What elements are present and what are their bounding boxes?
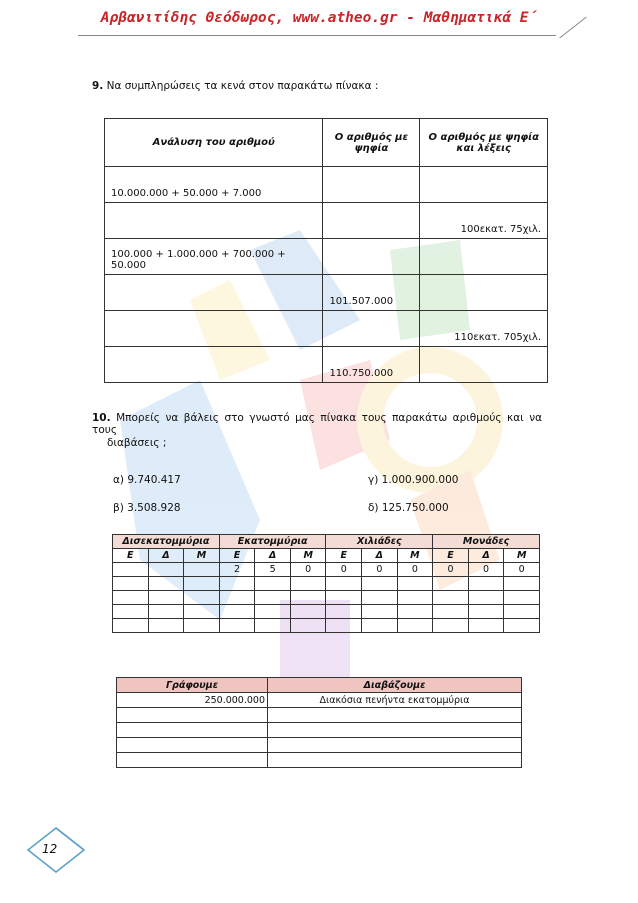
- table-cell: [362, 605, 398, 619]
- table-cell: [219, 605, 255, 619]
- table-cell: [323, 203, 420, 239]
- table-cell: [255, 577, 291, 591]
- table-cell: [117, 708, 268, 723]
- table-cell: [113, 591, 149, 605]
- table-cell: [219, 577, 255, 591]
- table-cell: [504, 605, 540, 619]
- table-cell: [148, 591, 184, 605]
- place-subheader-row: [113, 549, 540, 563]
- table-cell: [184, 605, 220, 619]
- table-cell: [397, 605, 433, 619]
- table-cell: [268, 753, 522, 768]
- group-units: Μονάδες: [433, 535, 540, 549]
- table-row: [105, 239, 548, 275]
- table-cell: [290, 591, 326, 605]
- table-cell: [433, 605, 469, 619]
- place-label: Δ: [468, 549, 504, 563]
- table-cell: 100εκατ. 75χιλ.: [420, 203, 548, 239]
- table-row: [105, 167, 548, 203]
- exercise-9-text: Να συμπληρώσεις τα κενά στον παρακάτω πίνακα :: [106, 80, 379, 92]
- table-cell: [397, 619, 433, 633]
- table-cell: [117, 723, 268, 738]
- place-label: Ε: [433, 549, 469, 563]
- decomposition-table: [104, 118, 548, 383]
- table-cell: 0: [326, 563, 362, 577]
- place-label: Μ: [504, 549, 540, 563]
- table-cell: [255, 619, 291, 633]
- table-cell: [326, 619, 362, 633]
- table-cell: [148, 605, 184, 619]
- table-cell: [148, 563, 184, 577]
- table-cell: [255, 591, 291, 605]
- exercise-9-number: 9.: [92, 80, 104, 92]
- place-value-table: [112, 534, 540, 633]
- table-row: [117, 738, 522, 753]
- table-row: [105, 347, 548, 383]
- table-cell: [117, 753, 268, 768]
- table-row: [105, 203, 548, 239]
- table-cell: 5: [255, 563, 291, 577]
- table-cell: [420, 347, 548, 383]
- write-read-table: [116, 677, 522, 768]
- place-label: Δ: [255, 549, 291, 563]
- table-cell: [184, 619, 220, 633]
- col-header-decomposition: Ανάλυση του αριθμού: [105, 119, 323, 167]
- table-cell: [117, 738, 268, 753]
- number-item-b: β) 3.508.928: [113, 502, 181, 514]
- table-cell: [323, 311, 420, 347]
- group-thousands: Χιλιάδες: [326, 535, 433, 549]
- place-label: Ε: [326, 549, 362, 563]
- table-cell: [397, 591, 433, 605]
- table-cell: [323, 167, 420, 203]
- table-cell: [468, 577, 504, 591]
- table-cell: [268, 738, 522, 753]
- table-cell: [397, 577, 433, 591]
- table-cell: [255, 605, 291, 619]
- header-divider: [78, 35, 556, 36]
- table-cell: 10.000.000 + 50.000 + 7.000: [105, 167, 323, 203]
- place-label: Μ: [397, 549, 433, 563]
- table-cell: [105, 347, 323, 383]
- table-cell: [468, 591, 504, 605]
- table-row: [113, 577, 540, 591]
- table-cell: [433, 619, 469, 633]
- table-cell: [433, 591, 469, 605]
- table-row: [117, 753, 522, 768]
- group-billions: Δισεκατομμύρια: [113, 535, 220, 549]
- table-cell: [148, 577, 184, 591]
- table-cell: [504, 577, 540, 591]
- number-item-d: δ) 125.750.000: [368, 502, 449, 514]
- table-cell: [219, 619, 255, 633]
- table-cell: [105, 203, 323, 239]
- table-cell: 0: [433, 563, 469, 577]
- exercise-10-text-line1: Μπορείς να βάλεις στο γνωστό μας πίνακα τους παρακάτω αριθμούς και να τους: [92, 412, 542, 436]
- exercise-10-instruction: [92, 412, 542, 436]
- table-row: [117, 693, 522, 708]
- table-cell: 0: [504, 563, 540, 577]
- page-number: 12: [42, 842, 58, 856]
- table-cell: [468, 605, 504, 619]
- table-cell: [504, 619, 540, 633]
- table-cell: 0: [290, 563, 326, 577]
- table-row: [105, 311, 548, 347]
- col-header-write: Γράφουμε: [117, 678, 268, 693]
- table-cell: [184, 591, 220, 605]
- table-cell: [290, 605, 326, 619]
- table-row: [113, 591, 540, 605]
- place-label: Μ: [184, 549, 220, 563]
- table-row: [113, 563, 540, 577]
- table-cell: [105, 311, 323, 347]
- table-cell: [268, 708, 522, 723]
- exercise-10-number: 10.: [92, 412, 111, 424]
- table-row: [105, 275, 548, 311]
- table-cell: [420, 275, 548, 311]
- table-cell: [148, 619, 184, 633]
- table-cell: [468, 619, 504, 633]
- table-cell: [290, 577, 326, 591]
- exercise-9-instruction: [92, 80, 378, 92]
- table-cell: [113, 563, 149, 577]
- table-cell: 250.000.000: [117, 693, 268, 708]
- number-item-a: α) 9.740.417: [113, 474, 181, 486]
- table-row: [117, 708, 522, 723]
- table-cell: [184, 577, 220, 591]
- table-cell: 100.000 + 1.000.000 + 700.000 + 50.000: [105, 239, 323, 275]
- table-cell: [323, 239, 420, 275]
- col-header-read: Διαβάζουμε: [268, 678, 522, 693]
- table-cell: 0: [362, 563, 398, 577]
- table-cell: [326, 591, 362, 605]
- table-cell: [184, 563, 220, 577]
- table-cell: [433, 577, 469, 591]
- table-cell: [326, 605, 362, 619]
- table-cell: [420, 239, 548, 275]
- table-cell: 110.750.000: [323, 347, 420, 383]
- table-row: [113, 619, 540, 633]
- table-cell: [105, 275, 323, 311]
- table-cell: [268, 723, 522, 738]
- place-label: Ε: [219, 549, 255, 563]
- table-cell: 101.507.000: [323, 275, 420, 311]
- table-cell: 0: [468, 563, 504, 577]
- table-cell: [219, 591, 255, 605]
- table-cell: Διακόσια πενήντα εκατομμύρια: [268, 693, 522, 708]
- table-cell: [362, 619, 398, 633]
- table-cell: 0: [397, 563, 433, 577]
- table-cell: [290, 619, 326, 633]
- col-header-digits: Ο αριθμός με ψηφία: [323, 119, 420, 167]
- table-cell: [362, 591, 398, 605]
- table-cell: [113, 605, 149, 619]
- table-cell: [504, 591, 540, 605]
- place-label: Μ: [290, 549, 326, 563]
- table-cell: [362, 577, 398, 591]
- group-millions: Εκατομμύρια: [219, 535, 326, 549]
- exercise-10-text-line2: διαβάσεις ;: [107, 437, 167, 449]
- col-header-digits-words: Ο αριθμός με ψηφία και λέξεις: [420, 119, 548, 167]
- table-cell: 110εκατ. 705χιλ.: [420, 311, 548, 347]
- table-cell: [113, 577, 149, 591]
- place-label: Ε: [113, 549, 149, 563]
- table-row: [117, 723, 522, 738]
- number-item-c: γ) 1.000.900.000: [368, 474, 459, 486]
- page-header: Αρβανιτίδης Θεόδωρος, www.atheo.gr - Μαθηματικά Ε΄: [100, 10, 538, 26]
- table-row: [113, 605, 540, 619]
- table-cell: [326, 577, 362, 591]
- place-label: Δ: [148, 549, 184, 563]
- table-cell: 2: [219, 563, 255, 577]
- table-cell: [113, 619, 149, 633]
- place-label: Δ: [362, 549, 398, 563]
- table-cell: [420, 167, 548, 203]
